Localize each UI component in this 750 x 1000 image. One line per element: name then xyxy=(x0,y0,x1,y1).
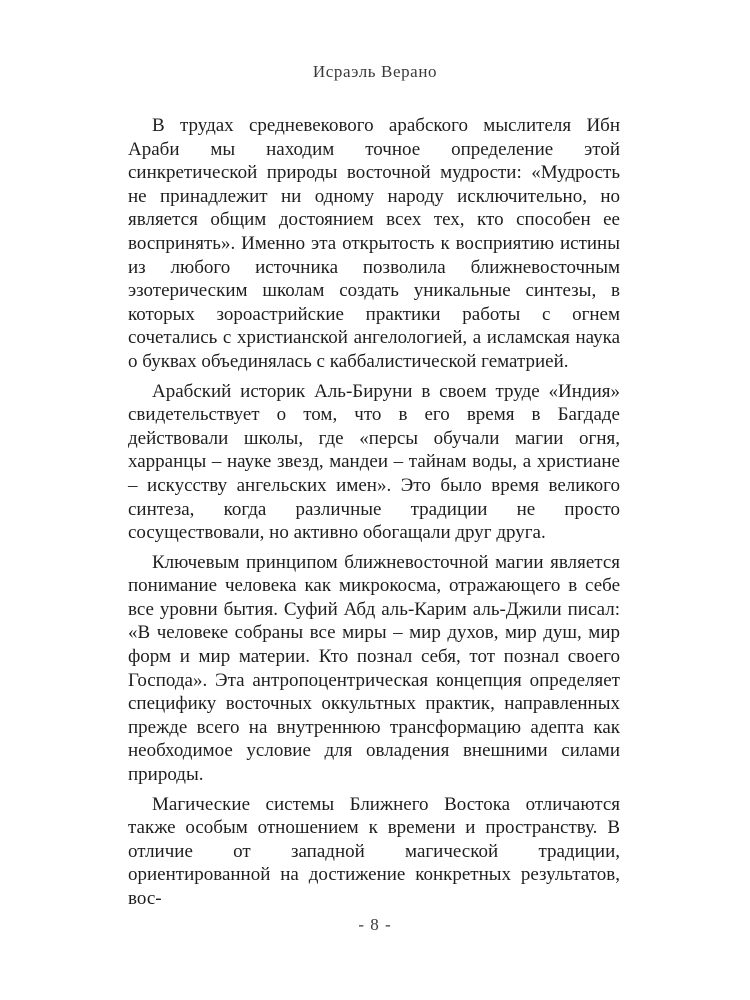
paragraph-2: Арабский историк Аль-Бируни в своем труде «Индия» свидетельствует о том, что в его время в Багдаде действовали школы, где «персы обучали магии огня, харранцы – науке звезд, мандеи – тайнам воды, а христиане – искусству ангельских имен». Это было время великого синтеза, когда различные традиции не просто сосуществовали, но активно обогащали друг друга. xyxy=(128,380,620,544)
paragraph-4: Магические системы Ближнего Востока отличаются также особым отношением к времени и пространству. В отличие от западной магической традиции, ориентированной на достижение конкретных результатов, вос- xyxy=(128,793,620,909)
paragraph-3: Ключевым принципом ближневосточной магии является понимание человека как микрокосма, отражающего в себе все уровни бытия. Суфий Абд аль-Карим аль-Джили писал: «В человеке собраны все миры – мир духов, мир душ, мир форм и мир материи. Кто познал себя, тот познал своего Господа». Эта антропоцентрическая концепция определяет специфику восточных оккультных практик, направленных прежде всего на внутреннюю трансформацию адепта как необходимое условие для овладения внешними силами природы. xyxy=(128,551,620,786)
main-text xyxy=(128,114,620,917)
page-number: - 8 - xyxy=(358,915,392,934)
paragraph-1: В трудах средневекового арабского мыслителя Ибн Араби мы находим точное определение этой синкретической природы восточной мудрости: «Мудрость не принадлежит ни одному народу исключительно, но является общим достоянием всех тех, кто способен ее воспринять». Именно эта открытость к восприятию истины из любого источника позволила ближневосточным эзотерическим школам создать уникальные синтезы, в которых зороастрийские практики работы с огнем сочетались с христианской ангелологией, а исламская наука о буквах объединялась с каббалистической гематрией. xyxy=(128,115,620,372)
running-header-author: Исраэль Верано xyxy=(312,62,438,81)
